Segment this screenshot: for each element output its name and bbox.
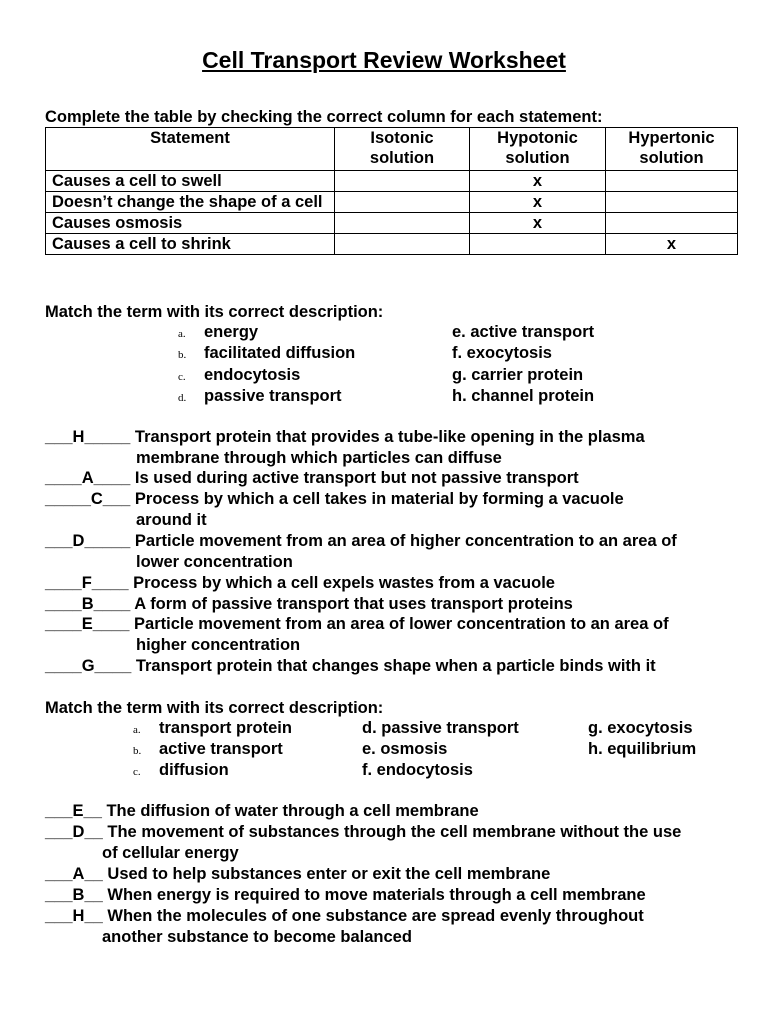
answer-text: Used to help substances enter or exit the cell membrane [102, 865, 551, 883]
term-letter: b. [133, 745, 142, 757]
statement-cell: Causes a cell to swell [46, 171, 335, 192]
answer-continuation: another substance to become balanced [102, 928, 412, 946]
answer-blank[interactable]: ____G____ [45, 657, 132, 675]
answer-blank[interactable]: _____C___ [45, 490, 131, 508]
term-letter: b. [178, 349, 187, 361]
isotonic-cell [335, 213, 470, 234]
header-label: Isotonic [370, 129, 434, 147]
isotonic-cell [335, 192, 470, 213]
term-text: active transport [159, 740, 283, 758]
term-text: energy [204, 323, 259, 341]
header-label: solution [639, 149, 704, 167]
answer-text: Process by which a cell takes in material by forming a vacuole [130, 490, 624, 508]
table-instruction: Complete the table by checking the correct column for each statement: [45, 108, 603, 126]
term-text: endocytosis [204, 366, 301, 384]
term-item: d. passive transport [362, 719, 519, 737]
term-item [178, 344, 355, 363]
answer-continuation: around it [136, 511, 207, 529]
answer-line [45, 615, 669, 634]
answer-text: The diffusion of water through a cell membrane [101, 802, 479, 820]
term-item: f. endocytosis [362, 761, 473, 779]
table-row [46, 192, 738, 213]
answer-line [45, 574, 555, 593]
answer-blank[interactable]: ___H_____ [45, 428, 131, 446]
isotonic-cell [335, 234, 470, 255]
answer-blank[interactable]: ___D_____ [45, 532, 131, 550]
isotonic-cell [335, 171, 470, 192]
term-letter: a. [133, 724, 141, 736]
worksheet-title: Cell Transport Review Worksheet [202, 47, 566, 73]
answer-text: Particle movement from an area of higher concentration to an area of [130, 532, 677, 550]
header-label: solution [369, 149, 435, 167]
term-text: passive transport [204, 387, 342, 405]
answer-blank[interactable]: ____F____ [45, 574, 129, 592]
header-hypotonic [470, 128, 606, 171]
table-row [46, 213, 738, 234]
match1-instruction: Match the term with its correct description: [45, 303, 384, 321]
answer-line [45, 657, 656, 676]
header-statement [46, 128, 335, 171]
answer-line [45, 802, 479, 821]
answer-text: Is used during active transport but not passive transport [130, 469, 579, 487]
term-item: e. osmosis [362, 740, 448, 758]
term-item [133, 761, 229, 780]
match2-instruction: Match the term with its correct description: [45, 699, 384, 717]
answer-text: The movement of substances through the cell membrane without the use [102, 823, 682, 841]
answer-continuation: lower concentration [136, 553, 293, 571]
answer-blank[interactable]: ____A____ [45, 469, 131, 487]
term-text: facilitated diffusion [204, 344, 356, 362]
answer-line [45, 532, 677, 551]
header-isotonic [335, 128, 470, 171]
term-item [178, 387, 342, 406]
answer-blank[interactable]: ___B__ [45, 886, 103, 904]
answer-line [45, 865, 550, 884]
answer-continuation: higher concentration [136, 636, 301, 654]
term-item: g. carrier protein [452, 366, 584, 384]
term-item: h. equilibrium [588, 740, 697, 758]
answer-continuation: membrane through which particles can diffuse [136, 449, 502, 467]
solution-table [45, 127, 738, 255]
answer-text: A form of passive transport that uses transport proteins [130, 595, 573, 613]
term-text: diffusion [159, 761, 229, 779]
hypotonic-cell: x [470, 213, 606, 234]
answer-line [45, 886, 646, 905]
statement-cell: Doesn’t change the shape of a cell [46, 192, 335, 213]
term-item: h. channel protein [452, 387, 595, 405]
header-hypertonic [606, 128, 738, 171]
answer-blank[interactable]: ___D__ [45, 823, 103, 841]
answer-text: Process by which a cell expels wastes from a vacuole [128, 574, 555, 592]
term-text: transport protein [159, 719, 292, 737]
term-item: g. exocytosis [588, 719, 693, 737]
term-letter: c. [178, 371, 186, 383]
answer-line [45, 428, 645, 447]
answer-line [45, 595, 573, 614]
answer-line [45, 490, 624, 509]
table-header-row [46, 128, 738, 171]
answer-line [45, 907, 644, 926]
term-letter: a. [178, 328, 186, 340]
answer-blank[interactable]: ____E____ [45, 615, 130, 633]
header-label: Hypertonic [628, 129, 715, 147]
term-letter: c. [133, 766, 141, 778]
answer-blank[interactable]: ___H__ [45, 907, 103, 925]
hypertonic-cell [606, 171, 738, 192]
answer-text: When the molecules of one substance are spread evenly throughout [102, 907, 644, 925]
table-row [46, 234, 738, 255]
header-label: Statement [150, 129, 230, 147]
hypertonic-cell [606, 192, 738, 213]
answer-text: Particle movement from an area of lower concentration to an area of [129, 615, 669, 633]
answer-text: Transport protein that changes shape when a particle binds with it [131, 657, 656, 675]
hypotonic-cell [470, 234, 606, 255]
answer-blank[interactable]: ___A__ [45, 865, 103, 883]
answer-blank[interactable]: ___E__ [45, 802, 102, 820]
term-item: e. active transport [452, 323, 595, 341]
term-item [133, 740, 283, 759]
header-label: Hypotonic [497, 129, 578, 147]
answer-line [45, 823, 681, 842]
term-item [178, 323, 258, 342]
statement-cell: Causes a cell to shrink [46, 234, 335, 255]
answer-continuation: of cellular energy [102, 844, 239, 862]
statement-cell: Causes osmosis [46, 213, 335, 234]
term-item: f. exocytosis [452, 344, 552, 362]
hypertonic-cell: x [606, 234, 738, 255]
table-row [46, 171, 738, 192]
term-item [178, 366, 300, 385]
term-letter: d. [178, 392, 187, 404]
hypotonic-cell: x [470, 192, 606, 213]
header-label: solution [505, 149, 570, 167]
answer-text: Transport protein that provides a tube-like opening in the plasma [130, 428, 645, 446]
hypertonic-cell [606, 213, 738, 234]
answer-line [45, 469, 579, 488]
answer-text: When energy is required to move materials through a cell membrane [102, 886, 646, 904]
answer-blank[interactable]: ____B____ [45, 595, 131, 613]
hypotonic-cell: x [470, 171, 606, 192]
term-item [133, 719, 292, 738]
